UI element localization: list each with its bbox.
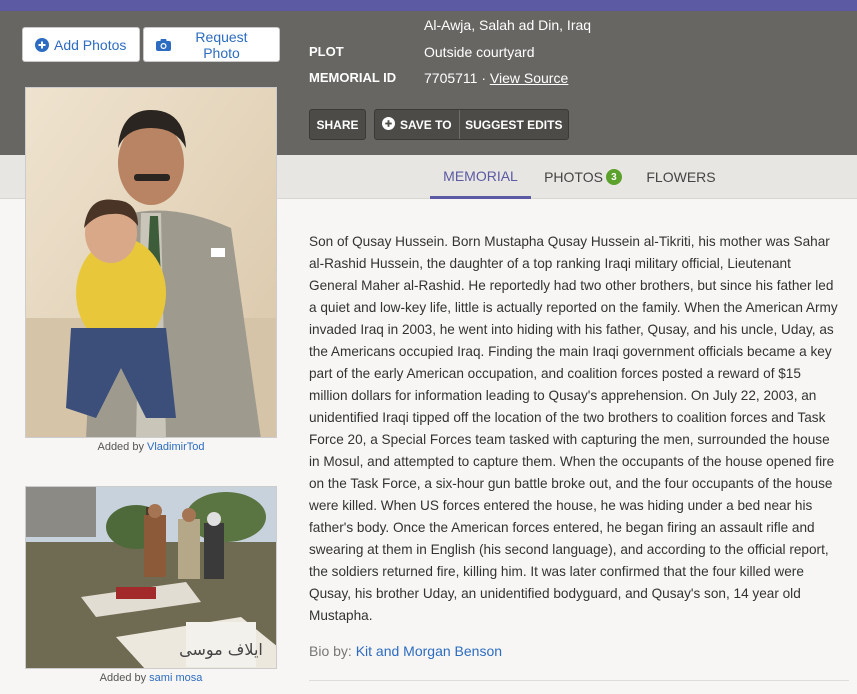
tab-flowers[interactable]: FLOWERS [646, 169, 716, 185]
memorial-location: Al-Awja, Salah ad Din, Iraq [424, 17, 592, 33]
add-photos-label: Add Photos [54, 36, 127, 53]
save-to-button[interactable] [375, 110, 459, 139]
plus-circle-icon [35, 38, 49, 52]
memorial-id-value: 7705711 · [424, 70, 487, 86]
plot-value: Outside courtyard [424, 44, 535, 60]
tab-memorial[interactable]: MEMORIAL [430, 155, 531, 199]
photo-gravesite-graphic [26, 487, 277, 669]
photos-count-badge: 3 [606, 169, 622, 185]
plus-circle-icon [382, 117, 395, 133]
add-photos-button[interactable] [22, 27, 140, 62]
photo-1-caption [25, 441, 277, 453]
plot-label: PLOT [309, 44, 344, 59]
suggest-edits-button[interactable]: SUGGEST EDITS [465, 117, 563, 132]
memorial-id-label: MEMORIAL ID [309, 70, 397, 85]
top-accent-stripe [0, 0, 857, 11]
save-suggest-group [374, 109, 569, 140]
memorial-photo-1[interactable] [25, 87, 277, 438]
bio-text: Son of Qusay Hussein. Born Mustapha Qusay Hussein al-Tikriti, his mother was Sahar al-Rashid Hussein, the daughter of a top ranking Iraqi military official, Lieutenant General Maher al-Rashid. He reportedly had two other brothers, but since his father led a quiet and low-key life, little is actually reported on the family. When the American Army invaded Iraq in 2003, he went into hiding with his father, Qusay, and his uncle, Uday, as the Americans occupied Iraq. Finding the main Iraqi government officials became a key part of the early American occupation, and coalition forces posted a reward of $15 million dollars for information leading to Qusay's apprehension. On July 22, 2003, an unidentified Iraqi tipped off the location of the two brothers to coalition forces and Task Force 20, a Special Forces team tasked with capturing the men, surrounded the house in Mosul, and attempted to capture them. When the occupants of the house opened fire on the Task Force, a six-hour gun battle broke out, and the four occupants of the house were killed. When US forces entered the house, he was hiding under a bed near his father's body. Once the American forces entered, he began firing an assault rifle and swearing at them in English (his second language), and according to the official report, the soldiers returned fire, killing him. It was later confirmed that the four killed were Qusay, his brother Uday, an unidentified bodyguard, and Qusay's son, 14 year old Mustapha. [309, 234, 838, 623]
bio-by-prefix: Bio by: [309, 643, 352, 659]
photo-2-caption [25, 672, 277, 684]
view-source-link[interactable]: View Source [489, 70, 569, 86]
bio-author-link[interactable]: Kit and Morgan Benson [355, 643, 503, 659]
save-to-label: SAVE TO [399, 117, 452, 132]
added-by-prefix: Added by [97, 441, 144, 453]
camera-icon [156, 39, 171, 51]
photo-1-added-by-link[interactable]: VladimirTod [147, 441, 205, 453]
photo-2-added-by-link[interactable]: sami mosa [149, 672, 203, 684]
bio-by [309, 643, 502, 659]
share-button[interactable]: SHARE [309, 109, 366, 140]
watermark-text: ايلاف موسى [179, 640, 263, 659]
tab-photos[interactable] [540, 155, 626, 199]
request-photo-label: Request Photo [195, 28, 248, 61]
added-by-prefix: Added by [99, 672, 147, 684]
tab-photos-label: PHOTOS [544, 169, 603, 185]
memorial-photo-2[interactable] [25, 486, 277, 669]
memorial-id-row [424, 70, 568, 86]
divider [309, 680, 849, 681]
photo-portrait-graphic [26, 88, 277, 438]
request-photo-button[interactable] [143, 27, 280, 62]
